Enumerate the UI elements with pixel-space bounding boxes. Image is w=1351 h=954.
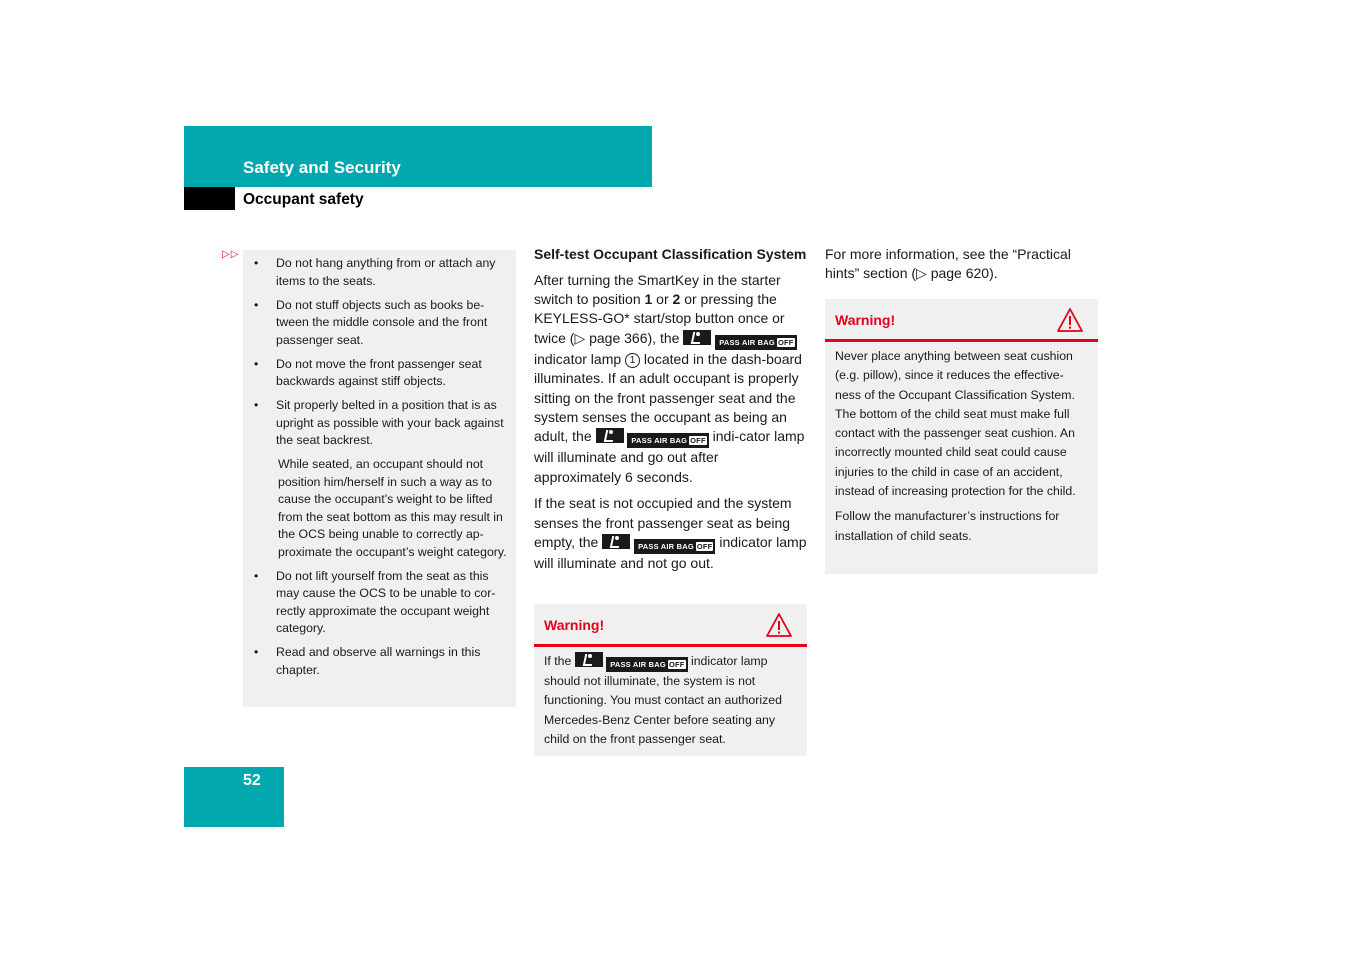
page-number-box xyxy=(184,767,284,827)
warning-box-child-seat xyxy=(825,299,1098,574)
passenger-seat-icon xyxy=(683,330,711,345)
subsection-title: Occupant safety xyxy=(243,191,364,208)
list-item xyxy=(254,644,508,679)
bullet: • xyxy=(254,645,259,659)
list-item xyxy=(254,255,508,290)
warning-title: Warning! xyxy=(835,312,896,328)
warning-box-indicator xyxy=(534,604,807,756)
subsection-tab xyxy=(184,187,235,210)
empty-seat-paragraph: If the seat is not occupied and the system senses the front passenger seat as being empty, the PASS AIR BAG OFF indicator lamp will illuminate and not go out. xyxy=(534,495,807,571)
list-item xyxy=(254,568,508,638)
list-item-text: Do not lift yourself from the seat as this may cause the OCS to be unable to cor-rectly approximate the occupant weight category. xyxy=(276,568,496,635)
list-item xyxy=(254,356,508,391)
bullet: • xyxy=(254,256,259,270)
safety-guidelines-box xyxy=(243,250,516,707)
list-item-text: Do not move the front passenger seat backwards against stiff objects. xyxy=(276,356,482,388)
page-number: 52 xyxy=(243,772,261,789)
list-item-text: Do not stuff objects such as books be-tween the middle console and the front passenger seat. xyxy=(276,297,488,347)
warning-body xyxy=(534,647,807,757)
pass-air-bag-off-icon: PASS AIR BAG OFF xyxy=(634,539,715,554)
warning-text: Follow the manufacturer’s instructions for installation of child seats. xyxy=(835,509,1060,543)
passenger-seat-icon xyxy=(602,534,630,549)
warning-header xyxy=(825,299,1098,342)
passenger-seat-icon xyxy=(596,428,624,443)
pass-air-bag-off-icon: PASS AIR BAG OFF xyxy=(606,657,687,672)
continued-marker: ▷▷ xyxy=(222,249,240,260)
warning-title: Warning! xyxy=(544,617,605,633)
bullet: • xyxy=(254,398,259,412)
list-item xyxy=(254,397,508,450)
warning-text: If the PASS AIR BAG OFF indicator lamp should not illuminate, the system is not functioning. You must contact an authorized Mercedes-Benz Center before seating any child on the front passenger seat. xyxy=(544,654,782,746)
warning-triangle-icon xyxy=(1056,307,1084,333)
section-title: Safety and Security xyxy=(243,158,401,177)
warning-body xyxy=(825,342,1098,554)
practical-hints-section xyxy=(825,245,1098,291)
list-item-text: Sit properly belted in a position that is as upright as possible with your back against the seat backrest. xyxy=(276,398,504,447)
pass-air-bag-off-icon: PASS AIR BAG OFF xyxy=(715,335,796,350)
practical-hints-paragraph: For more information, see the “Practical hints” section (▷ page 620). xyxy=(825,246,1071,282)
callout-number: 1 xyxy=(625,353,640,368)
pass-air-bag-off-icon: PASS AIR BAG OFF xyxy=(627,433,708,448)
list-item-text: Read and observe all warnings in this chapter. xyxy=(276,645,481,677)
list-item-text: Do not hang anything from or attach any items to the seats. xyxy=(276,256,496,288)
self-test-section xyxy=(534,245,808,580)
warning-text: Never place anything between seat cushion (e.g. pillow), since it reduces the effective-ness of the Occupant Classification System. The bottom of the child seat must make full contact with the passenger seat cushion. An incorrectly mounted child seat could cause injuries to the child in case of an accident, instead of increasing protection for the child. xyxy=(835,349,1076,499)
bullet: • xyxy=(254,297,259,312)
seating-note: While seated, an occupant should not position him/herself in such a way as to cause the occupant’s weight to be lifted from the seat bottom as this may result in the OCS being unable to correctly ap-proximate the occupant’s weight category. xyxy=(278,457,507,559)
warning-triangle-icon xyxy=(765,612,793,638)
list-item xyxy=(254,297,508,350)
section-heading: Self-test Occupant Classification System xyxy=(534,246,807,262)
warning-header xyxy=(534,604,807,647)
passenger-seat-icon xyxy=(575,652,603,667)
bullet: • xyxy=(254,356,259,371)
bullet: • xyxy=(254,568,259,583)
self-test-paragraph: After turning the SmartKey in the starter switch to position 1 or 2 or pressing the KEYLESS-GO* start/stop button once or twice (▷ page 366), the PASS AIR BAG OFF indicator lamp 1 located in the dash-board illuminates. If an adult occupant is properly sitting on the front passenger seat and the system senses the occupant as being an adult, the PASS AIR BAG OFF indi-cator lamp will illuminate and go out after approximately 6 seconds. xyxy=(534,271,805,485)
